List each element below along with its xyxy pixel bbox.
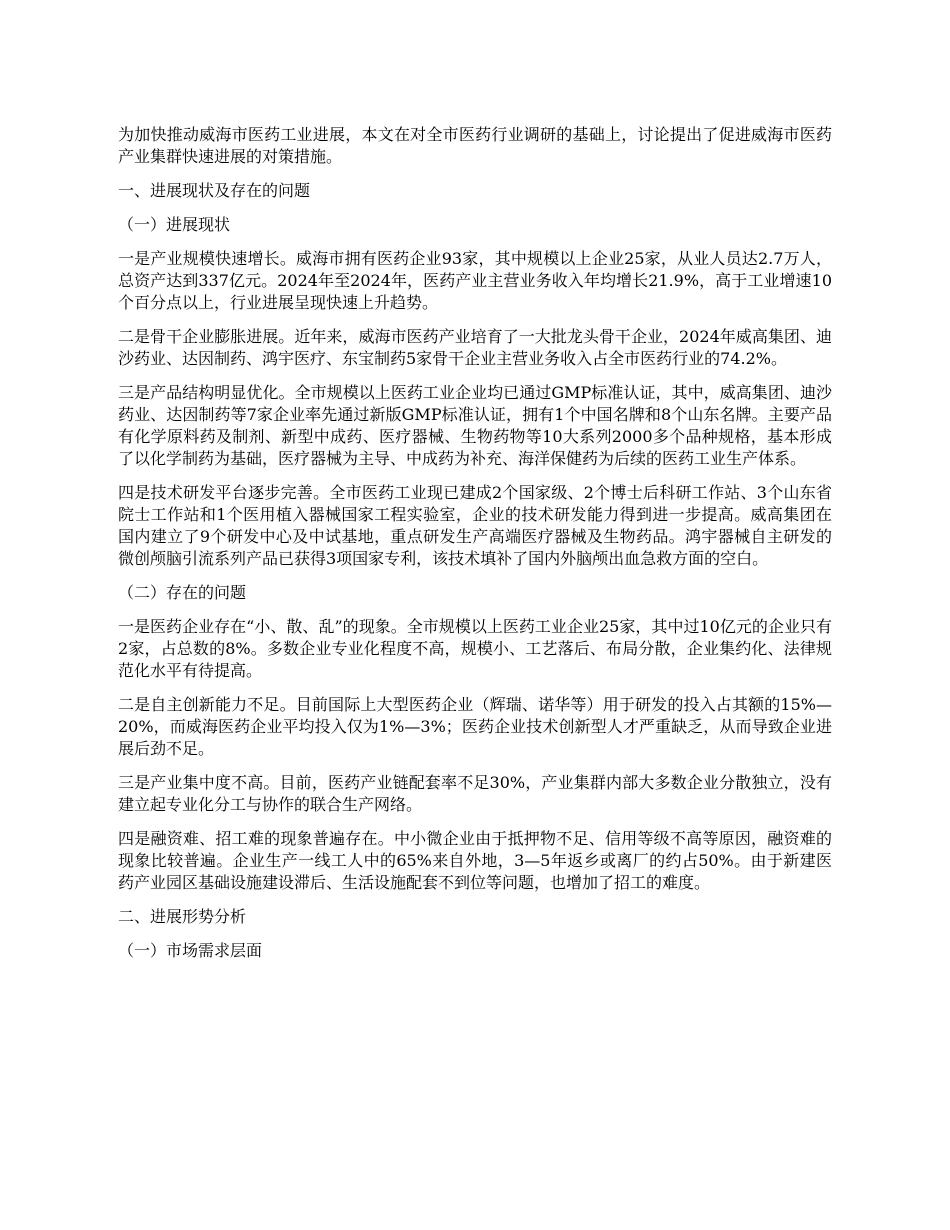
paragraph-product-structure: 三是产品结构明显优化。全市规模以上医药工业企业均已通过GMP标准认证，其中，威高集团、迪沙药业、达因制药等7家企业率先通过新版GMP标准认证，拥有1个中国名牌和8个山东名牌。主要产品有化学原料药及制剂、新型中成药、医疗器械、生物药物等10大系列2000多个品种规格，基本形成了以化学制药为基础，医疗器械为主导、中成药为补充、海洋保健药为后续的医药工业生产体系。 xyxy=(118,383,832,468)
paragraph-concentration: 三是产业集中度不高。目前，医药产业链配套率不足30%，产业集群内部大多数企业分散独立，没有建立起专业化分工与协作的联合生产网络。 xyxy=(118,773,832,814)
subsection-heading-2-1: （一）市场需求层面 xyxy=(118,941,263,960)
paragraph-industry-scale: 一是产业规模快速增长。威海市拥有医药企业93家，其中规模以上企业25家，从业人员达2.7万人，总资产达到337亿元。2024年至2024年，医药产业主营业务收入年均增长21.9%，高于工业增速10个百分点以上，行业进展呈现快速上升趋势。 xyxy=(118,249,832,312)
section-heading-2: 二、进展形势分析 xyxy=(118,907,247,926)
paragraph-rd-platform: 四是技术研发平台逐步完善。全市医药工业现已建成2个国家级、2个博士后科研工作站、3个山东省院士工作站和1个医用植入器械国家工程实验室，企业的技术研发能力得到进一步提高。威高集团在国内建立了9个研发中心及中试基地，重点研发生产高端医疗器械及生物药品。鸿宇器械自主研发的微创颅脑引流系列产品已获得3项国家专利，该技术填补了国内外脑颅出血急救方面的空白。 xyxy=(118,483,832,568)
paragraph-financing-labor: 四是融资难、招工难的现象普遍存在。中小微企业由于抵押物不足、信用等级不高等原因，融资难的现象比较普遍。企业生产一线工人中的65%来自外地，3—5年返乡或离厂的约占50%。由于新建医药产业园区基础设施建设滞后、生活设施配套不到位等问题，也增加了招工的难度。 xyxy=(118,829,832,892)
intro-paragraph: 为加快推动威海市医药工业进展，本文在对全市医药行业调研的基础上，讨论提出了促进威海市医药产业集群快速进展的对策措施。 xyxy=(118,125,832,166)
paragraph-innovation: 二是自主创新能力不足。目前国际上大型医药企业（辉瑞、诺华等）用于研发的投入占其额的15%—20%，而威海医药企业平均投入仅为1%—3%；医药企业技术创新型人才严重缺乏，从而导致企业进展后劲不足。 xyxy=(118,695,832,758)
section-heading-1: 一、进展现状及存在的问题 xyxy=(118,181,311,200)
subsection-heading-1-1: （一）进展现状 xyxy=(118,215,231,234)
subsection-heading-1-2: （二）存在的问题 xyxy=(118,583,247,602)
paragraph-small-scattered: 一是医药企业存在“小、散、乱”的现象。全市规模以上医药工业企业25家，其中过10亿元的企业只有2家，占总数的8%。多数企业专业化程度不高，规模小、工艺落后、布局分散，企业集约化、法律规范化水平有待提高。 xyxy=(118,617,832,680)
paragraph-key-enterprises: 二是骨干企业膨胀进展。近年来，威海市医药产业培育了一大批龙头骨干企业，2024年威高集团、迪沙药业、达因制药、鸿宇医疗、东宝制药5家骨干企业主营业务收入占全市医药行业的74.2%。 xyxy=(118,327,832,368)
